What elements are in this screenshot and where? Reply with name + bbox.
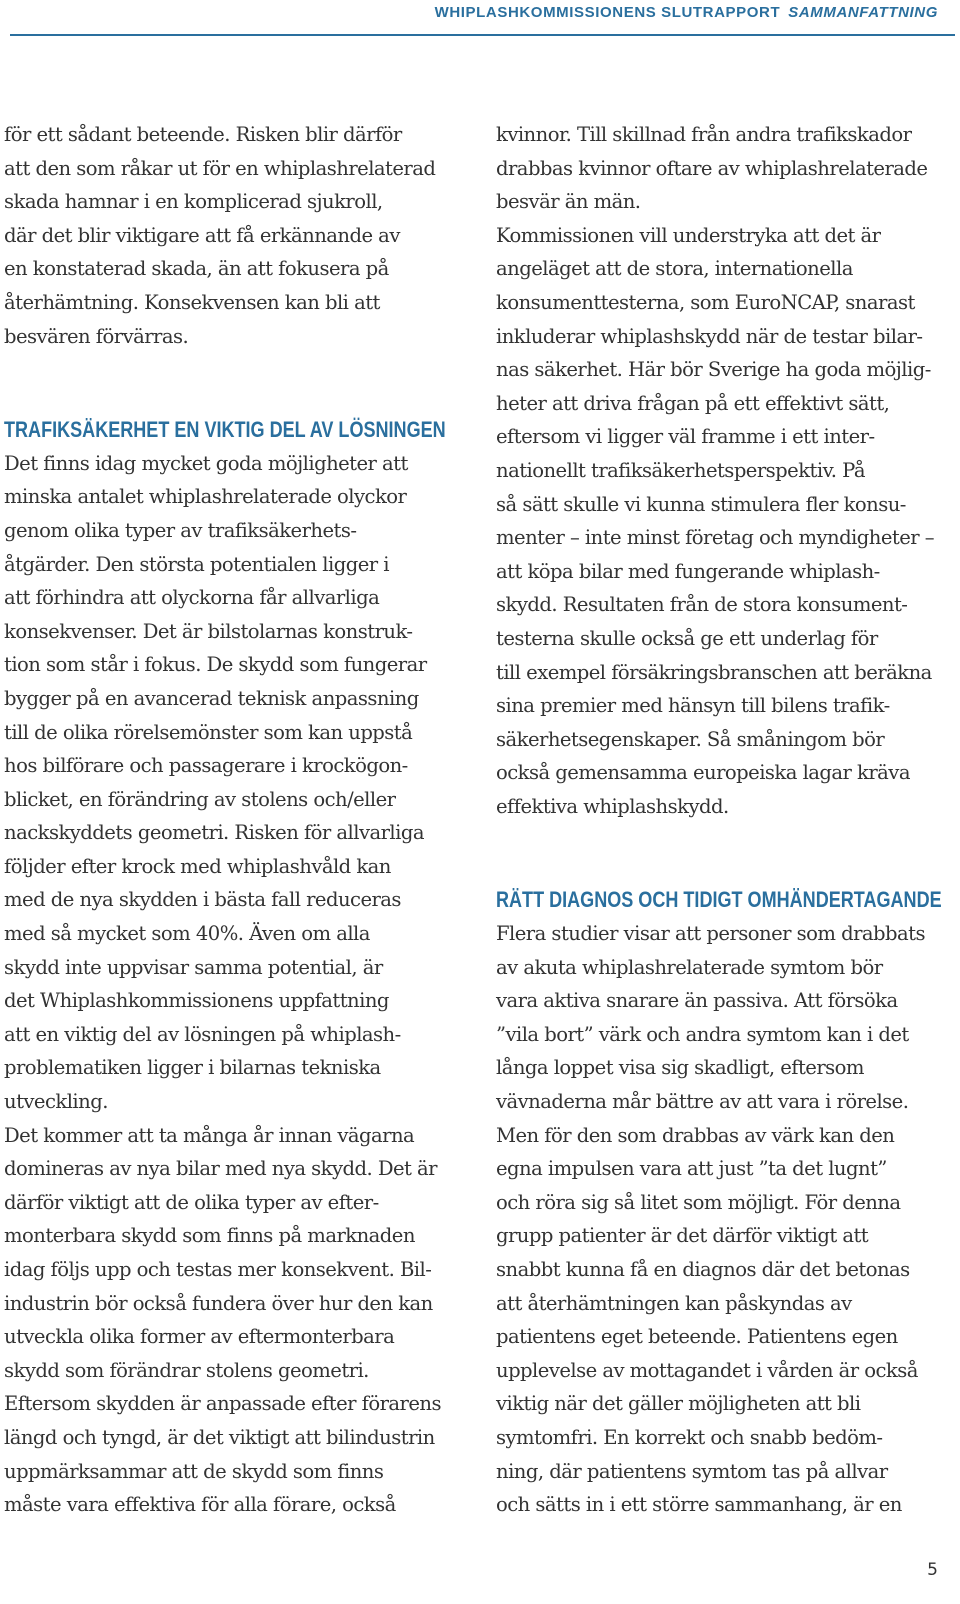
text-line: Flera studier visar att personer som drabbats <box>496 922 925 946</box>
text-line: utveckla olika former av eftermonterbara <box>4 1325 395 1349</box>
text-line: Men för den som drabbas av värk kan den <box>496 1123 895 1147</box>
right-column <box>496 118 958 1522</box>
text-line: till exempel försäkringsbranschen att beräkna <box>496 660 932 684</box>
text-line: sina premier med hänsyn till bilens trafik- <box>496 694 890 718</box>
text-line: att återhämtningen kan påskyndas av <box>496 1291 852 1315</box>
text-line: domineras av nya bilar med nya skydd. Det är <box>4 1157 438 1181</box>
text-line: besvären förvärras. <box>4 324 189 348</box>
text-line: heter att driva frågan på ett effektivt sätt, <box>496 391 890 415</box>
text-line: Det finns idag mycket goda möjligheter att <box>4 451 408 475</box>
text-line: monterbara skydd som finns på marknaden <box>4 1224 415 1248</box>
text-line: att köpa bilar med fungerande whiplash- <box>496 559 880 583</box>
text-line: ning, där patientens symtom tas på allvar <box>496 1459 888 1483</box>
text-line: bygger på en avancerad teknisk anpassning <box>4 686 419 710</box>
running-header <box>0 0 960 36</box>
text-line: inkluderar whiplashskydd när de testar bilar- <box>496 324 923 348</box>
left-intro-paragraph <box>4 118 466 353</box>
text-line: och röra sig så litet som möjligt. För denna <box>496 1190 901 1214</box>
text-line: skydd som förändrar stolens geometri. <box>4 1358 369 1382</box>
text-line: också gemensamma europeiska lagar kräva <box>496 761 910 785</box>
text-line: säkerhetsegenskaper. Så småningom bör <box>496 727 885 751</box>
report-title: WHIPLASHKOMMISSIONENS SLUTRAPPORT <box>434 4 781 21</box>
text-line: konsekvenser. Det är bilstolarnas konstruk- <box>4 619 413 643</box>
text-line: blicket, en förändring av stolens och/eller <box>4 787 396 811</box>
text-line: långa loppet visa sig skadligt, eftersom <box>496 1056 864 1080</box>
text-line: ”vila bort” värk och andra symtom kan i det <box>496 1022 909 1046</box>
text-line: till de olika rörelsemönster som kan uppstå <box>4 720 413 744</box>
text-line: vävnaderna mår bättre av att vara i rörelse. <box>496 1090 909 1114</box>
text-line: återhämtning. Konsekvensen kan bli att <box>4 290 380 314</box>
text-line: genom olika typer av trafiksäkerhets- <box>4 518 357 542</box>
text-line: testerna skulle också ge ett underlag för <box>496 626 878 650</box>
text-line: menter – inte minst företag och myndigheter – <box>496 526 934 550</box>
section-heading-trafiksakerhet: TRAFIKSÄKERHET EN VIKTIG DEL AV LÖSNINGEN <box>4 417 446 443</box>
right-intro-paragraph <box>496 118 958 823</box>
text-line: drabbas kvinnor oftare av whiplashrelaterade <box>496 156 928 180</box>
text-line: tion som står i fokus. De skydd som fungerar <box>4 653 427 677</box>
text-line: effektiva whiplashskydd. <box>496 794 729 818</box>
text-line: viktig när det gäller möjligheten att bli <box>496 1392 861 1416</box>
header-rule <box>10 34 955 36</box>
text-line: det Whiplashkommissionens uppfattning <box>4 989 389 1013</box>
text-line: med de nya skydden i bästa fall reduceras <box>4 888 401 912</box>
text-line: Eftersom skydden är anpassade efter förarens <box>4 1392 441 1416</box>
text-line: att en viktig del av lösningen på whiplash- <box>4 1022 401 1046</box>
text-line: med så mycket som 40%. Även om alla <box>4 922 370 946</box>
text-line: så sätt skulle vi kunna stimulera fler konsu- <box>496 492 906 516</box>
text-line: att förhindra att olyckorna får allvarliga <box>4 586 380 610</box>
spacer <box>496 823 958 883</box>
text-line: måste vara effektiva för alla förare, också <box>4 1493 396 1517</box>
text-line: symtomfri. En korrekt och snabb bedöm- <box>496 1425 883 1449</box>
left-section-body <box>4 447 466 1522</box>
spacer <box>4 353 466 413</box>
section-heading-ratt-diagnos: RÄTT DIAGNOS OCH TIDIGT OMHÄNDERTAGANDE <box>496 887 942 913</box>
page-number: 5 <box>927 1560 938 1580</box>
text-line: besvär än män. <box>496 190 641 214</box>
text-line: att den som råkar ut för en whiplashrelaterad <box>4 156 436 180</box>
text-line: industrin bör också fundera över hur den kan <box>4 1291 433 1315</box>
text-line: skydd. Resultaten från de stora konsument- <box>496 593 908 617</box>
text-line: Kommissionen vill understryka att det är <box>496 223 881 247</box>
text-line: patientens eget beteende. Patientens egen <box>496 1325 898 1349</box>
text-line: för ett sådant beteende. Risken blir därför <box>4 123 402 146</box>
text-line: nationellt trafiksäkerhetsperspektiv. På <box>496 458 866 482</box>
text-line: av akuta whiplashrelaterade symtom bör <box>496 955 883 979</box>
text-line: en konstaterad skada, än att fokusera på <box>4 257 389 281</box>
text-line: egna impulsen vara att just ”ta det lugnt” <box>496 1157 887 1181</box>
left-column <box>4 118 466 1522</box>
text-line: uppmärksammar att de skydd som finns <box>4 1459 384 1483</box>
text-line: där det blir viktigare att få erkännande av <box>4 223 400 247</box>
text-line: hos bilförare och passagerare i krockögon- <box>4 754 408 778</box>
text-line: minska antalet whiplashrelaterade olyckor <box>4 485 407 509</box>
section-name: SAMMANFATTNING <box>788 4 938 21</box>
text-line: nackskyddets geometri. Risken för allvarliga <box>4 821 424 845</box>
header-text <box>435 4 938 21</box>
right-section-body <box>496 917 958 1522</box>
text-line: problematiken ligger i bilarnas tekniska <box>4 1056 381 1080</box>
text-line: Det kommer att ta många år innan vägarna <box>4 1123 415 1147</box>
text-line: därför viktigt att de olika typer av efter- <box>4 1190 379 1214</box>
text-line: grupp patienter är det därför viktigt att <box>496 1224 869 1248</box>
text-line: nas säkerhet. Här bör Sverige ha goda möjlig- <box>496 358 931 382</box>
text-line: snabbt kunna få en diagnos där det betonas <box>496 1258 910 1281</box>
text-line: angeläget att de stora, internationella <box>496 257 853 281</box>
text-line: kvinnor. Till skillnad från andra trafikskador <box>496 123 912 146</box>
text-line: eftersom vi ligger väl framme i ett inter- <box>496 425 875 449</box>
text-line: och sätts in i ett större sammanhang, är en <box>496 1493 902 1517</box>
text-line: utveckling. <box>4 1090 108 1114</box>
text-line: skada hamnar i en komplicerad sjukroll, <box>4 190 383 214</box>
text-line: idag följs upp och testas mer konsekvent. Bil- <box>4 1258 432 1281</box>
text-line: konsumenttesterna, som EuroNCAP, snarast <box>496 290 915 314</box>
text-line: längd och tyngd, är det viktigt att bilindustrin <box>4 1425 435 1449</box>
text-line: vara aktiva snarare än passiva. Att försöka <box>496 989 898 1013</box>
text-line: följder efter krock med whiplashvåld kan <box>4 854 391 878</box>
text-line: åtgärder. Den största potentialen ligger i <box>4 552 389 576</box>
text-line: upplevelse av mottagandet i vården är också <box>496 1358 918 1382</box>
text-line: skydd inte uppvisar samma potential, är <box>4 955 383 979</box>
